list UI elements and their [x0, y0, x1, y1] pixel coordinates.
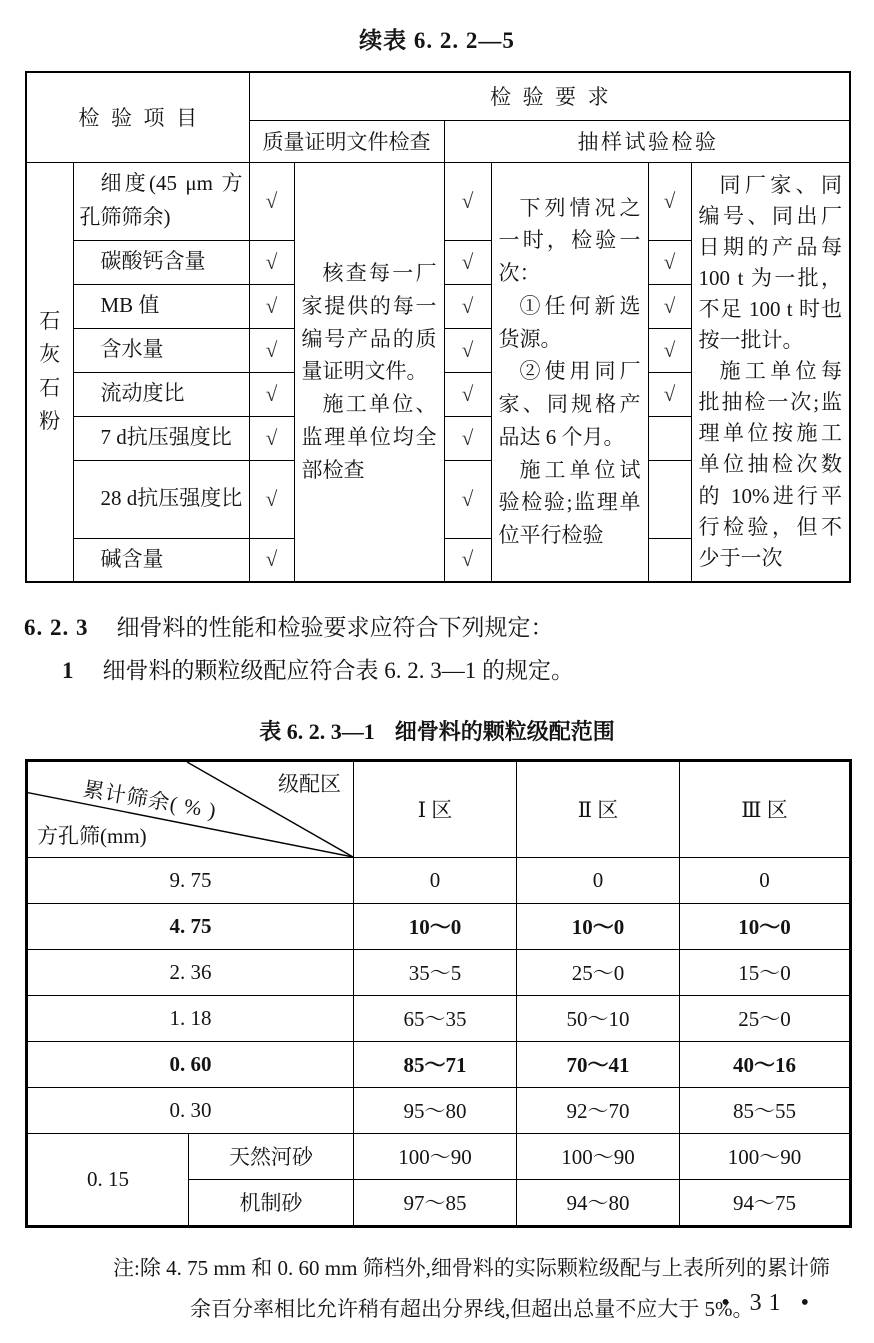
- sampling-note-line: ①任何新选货源。: [498, 293, 641, 351]
- item-label: 28 d抗压强度比: [100, 486, 243, 511]
- diagonal-header-cell: [27, 760, 354, 857]
- value-cell: 95～80: [354, 1087, 517, 1133]
- value-cell: 15～0: [680, 949, 851, 995]
- check-mark: √: [648, 162, 691, 240]
- item-cell: [73, 372, 249, 416]
- item-cell: [73, 162, 249, 240]
- item-cell: [73, 538, 249, 582]
- value-cell: 85～55: [680, 1087, 851, 1133]
- clause-item-text: 细骨料的颗粒级配应符合表 6. 2. 3—1 的规定。: [102, 658, 574, 684]
- sampling-note-line: 施工单位试验检验;监理单位平行检验: [498, 457, 641, 548]
- check-mark: √: [648, 372, 691, 416]
- item-cell: [73, 328, 249, 372]
- sieve-size-cell: 0. 15: [27, 1133, 189, 1226]
- cert-note-line: 施工单位、监理单位均全部检查: [301, 392, 437, 482]
- value-cell: 94～80: [517, 1179, 680, 1226]
- value-cell: 25～0: [517, 949, 680, 995]
- value-cell: 10～0: [354, 903, 517, 949]
- clause-heading: [24, 613, 850, 643]
- check-mark: √: [249, 460, 294, 538]
- value-cell: 85～71: [354, 1041, 517, 1087]
- cert-note-cell: [294, 162, 444, 582]
- value-cell: 40～16: [680, 1041, 851, 1087]
- check-mark: √: [648, 284, 691, 328]
- item-cell: [73, 416, 249, 460]
- value-cell: 94～75: [680, 1179, 851, 1226]
- sieve-size-cell: 0. 60: [27, 1041, 354, 1087]
- sampling-note-line: 下列情况之一时，检验一次：: [498, 195, 641, 286]
- sieve-size-cell: 4. 75: [27, 903, 354, 949]
- check-mark: √: [249, 416, 294, 460]
- value-cell: 10～0: [680, 903, 851, 949]
- item-cell: [73, 240, 249, 284]
- sieve-size-cell: 1. 18: [27, 995, 354, 1041]
- value-cell: 0: [354, 857, 517, 903]
- item-label: 细度(45 μm 方孔筛筛余): [79, 171, 243, 229]
- clause-item-number: 1: [62, 658, 75, 684]
- value-cell: 100～90: [517, 1133, 680, 1179]
- sampling-note-cell: [491, 162, 648, 582]
- check-mark: √: [249, 372, 294, 416]
- check-mark: [648, 538, 691, 582]
- item-label: 碱含量: [100, 546, 164, 571]
- table2-title: [0, 715, 874, 746]
- check-mark: √: [444, 538, 491, 582]
- check-mark: √: [249, 284, 294, 328]
- clause-6-2-3: [24, 613, 850, 687]
- check-mark: √: [249, 538, 294, 582]
- value-cell: 10～0: [517, 903, 680, 949]
- zone-header: Ⅱ区: [517, 760, 680, 857]
- zone-header: Ⅲ区: [680, 760, 851, 857]
- value-cell: 70～41: [517, 1041, 680, 1087]
- value-cell: 50～10: [517, 995, 680, 1041]
- cert-note-line: 核查每一厂家提供的每一编号产品的质量证明文件。: [301, 261, 437, 384]
- item-cell: [73, 460, 249, 538]
- clause-item-1: [62, 656, 850, 686]
- check-mark: √: [249, 162, 294, 240]
- clause-text: 细骨料的性能和检验要求应符合下列规定：: [116, 615, 554, 640]
- batch-note-line: 施工单位每批抽检一次;监理单位按施工单位抽检次数的 10%进行平行检验，但不少于一次: [698, 359, 843, 570]
- table1-title: 续表 6. 2. 2—5: [359, 28, 515, 53]
- item-label: 碳酸钙含量: [100, 249, 206, 274]
- diagonal-label-zone: 级配区: [278, 771, 341, 796]
- check-mark: [648, 460, 691, 538]
- check-mark: [648, 416, 691, 460]
- header-inspection-item: 检验项目: [26, 72, 249, 162]
- category-label: 石灰石粉: [39, 308, 61, 434]
- item-label: 含水量: [100, 337, 164, 362]
- table2-title-text: 细骨料的颗粒级配范围: [394, 718, 615, 744]
- batch-note-line: 同厂家、同编号、同出厂日期的产品每 100 t 为一批，不足 100 t 时也按一批计。: [698, 172, 843, 353]
- value-cell: 65～35: [354, 995, 517, 1041]
- header-cert-document-check: 质量证明文件检查: [249, 120, 444, 162]
- diagonal-label-sieve-size: 方孔筛(mm): [37, 823, 147, 848]
- check-mark: √: [249, 328, 294, 372]
- check-mark: √: [444, 460, 491, 538]
- table2-title-number: 表 6. 2. 3—1: [259, 718, 375, 744]
- footnote-line: 余百分率相比允许稍有超出分界线,但超出总量不应大于 5%。: [190, 1296, 754, 1321]
- item-label: 流动度比: [100, 381, 185, 406]
- clause-number: 6. 2. 3: [24, 615, 89, 640]
- value-cell: 97～85: [354, 1179, 517, 1226]
- header-inspection-requirement: 检验要求: [249, 72, 850, 120]
- item-cell: [73, 284, 249, 328]
- sieve-size-cell: 0. 30: [27, 1087, 354, 1133]
- check-mark: √: [648, 328, 691, 372]
- sand-type-cell: 机制砂: [189, 1179, 354, 1226]
- batch-note-cell: [691, 162, 850, 582]
- item-label: 7 d抗压强度比: [100, 425, 232, 450]
- check-mark: √: [444, 284, 491, 328]
- check-mark: √: [249, 240, 294, 284]
- check-mark: √: [444, 162, 491, 240]
- check-mark: √: [444, 416, 491, 460]
- value-cell: 35～5: [354, 949, 517, 995]
- check-mark: √: [444, 328, 491, 372]
- value-cell: 92～70: [517, 1087, 680, 1133]
- item-label: MB 值: [100, 293, 160, 318]
- value-cell: 0: [680, 857, 851, 903]
- inspection-requirements-table: [25, 71, 851, 583]
- value-cell: 0: [517, 857, 680, 903]
- value-cell: 25～0: [680, 995, 851, 1041]
- value-cell: 100～90: [354, 1133, 517, 1179]
- footnote-line: 注:除 4. 75 mm 和 0. 60 mm 筛档外,细骨料的实际颗粒级配与上表所列的累计筛: [113, 1255, 830, 1280]
- page-number: • 31 •: [721, 1290, 816, 1316]
- zone-header: Ⅰ区: [354, 760, 517, 857]
- sieve-size-cell: 2. 36: [27, 949, 354, 995]
- sieve-size-cell: 9. 75: [27, 857, 354, 903]
- check-mark: √: [444, 372, 491, 416]
- table2-footnote: [0, 1248, 874, 1330]
- header-sampling-test: 抽样试验检验: [444, 120, 850, 162]
- check-mark: √: [444, 240, 491, 284]
- gradation-range-table: [25, 759, 852, 1228]
- check-mark: √: [648, 240, 691, 284]
- value-cell: 100～90: [680, 1133, 851, 1179]
- sampling-note-line: ②使用同厂家、同规格产品达 6 个月。: [498, 359, 641, 449]
- diagonal-label-cumulative-residue: 累计筛余( % ): [81, 776, 219, 823]
- category-cell: [26, 162, 73, 582]
- sand-type-cell: 天然河砂: [189, 1133, 354, 1179]
